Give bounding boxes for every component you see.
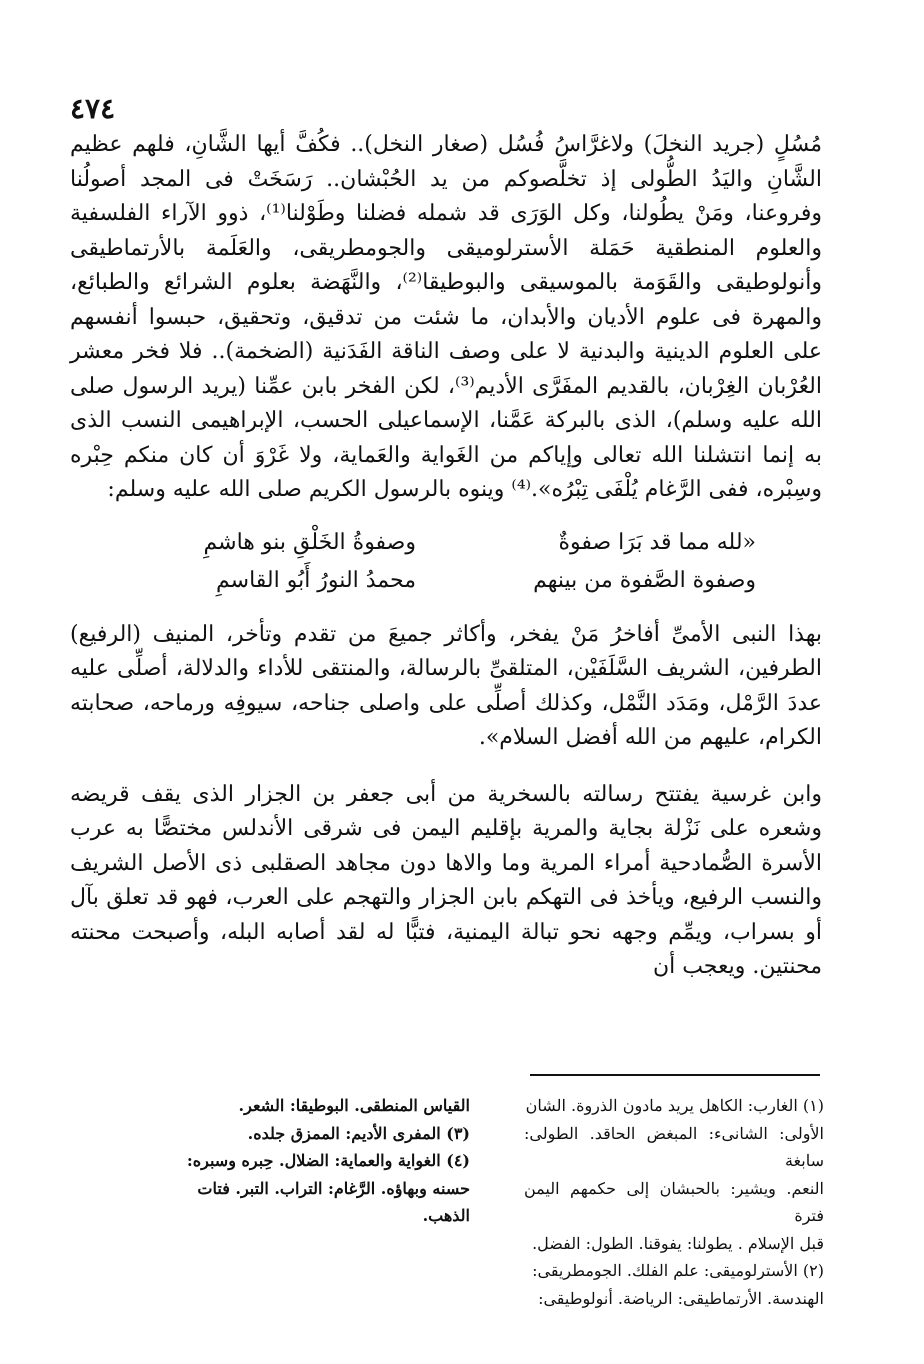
footnotes xyxy=(168,1092,824,1312)
footnote-line: (١) الغارب: الكاهل يريد مادون الذروة. الشان xyxy=(525,1096,824,1115)
footnote-line: (٣) المفرى الأديم: الممزق جلده. xyxy=(247,1123,470,1143)
footnote-line: القياس المنطقى. البوطيقا: الشعر. xyxy=(238,1096,470,1115)
poem-line-2 xyxy=(70,562,822,600)
footnote-line: (٤) الغواية والعماية: الضلال. حِبره وسبره: xyxy=(186,1151,470,1170)
poem xyxy=(70,524,822,600)
page-number: ٤٧٤ xyxy=(70,92,116,125)
poem-line-1 xyxy=(70,524,822,562)
footnote-line: النعم. ويشير: بالحبشان إلى حكمهم اليمن فترة xyxy=(524,1178,824,1225)
footnote-line: (٢) الأسترلوميقى: علم الفلك. الجومطريقى: xyxy=(532,1261,824,1280)
footnotes-column-left xyxy=(170,1092,470,1312)
footnote-line: الهندسة. الأرتماطيقى: الرياضة. أنولوطيقى: xyxy=(538,1288,824,1308)
footnote-line: حسنه وبهاؤه. الرَّغام: التراب. التبر. فتات xyxy=(197,1178,470,1198)
book-page xyxy=(70,90,822,985)
poem-hemistich: وصفوةُ الخَلْقِ بنو هاشمِ xyxy=(203,529,416,555)
footnote-line: قبل الإسلام . يطولنا: يفوقنا. الطول: الفضل. xyxy=(532,1233,824,1253)
footnote-line: الأولى: الشانىء: المبغض الحاقد. الطولى: سابغة xyxy=(524,1123,824,1170)
paragraph-3: وابن غرسية يفتتح رسالته بالسخرية من أبى جعفر بن الجزار الذى يقف قريضه وشعره على نَزْلة بجاية والمرية بإقليم اليمن فى شرقى الأندلس مختصًّا به عرب الأسرة الصُّمادحية أمراء المرية وما والاها دون مجاهد الصقلبى ذى الأصل الشريف والنسب الرفيع، ويأخذ فى التهكم بابن الجزار والتهجم على العرب، فهو قد تعلق بآل أو بسراب، ويمِّم وجهه نحو تبالة اليمنية، فتبًّا له لقد أصابه البله، وأصبحت محنته محنتين. ويعجب أن xyxy=(70,781,822,979)
poem-hemistich: وصفوة الصَّفوة من بينهم xyxy=(533,567,756,593)
footnote-divider xyxy=(530,1074,820,1076)
poem-hemistich: «لله مما قد بَرَا صفوةٌ xyxy=(558,529,756,555)
paragraph-1: مُسُلٍ (جريد النخلَ) ولاغرَّاسُ فُسُل (صغار النخل).. فكُفَّ أيها الشَّانِ، فلهم عظيم الشَّانِ واليَدُ الطُّولى إذ تخلَّصوكم من يد الحُبْشان.. رَسَخَتْ فى المجد أصولُنا وفروعنا، ومَنْ يطُولنا، وكل الوَرَى قد شمله فضلنا وطَوْلنا⁽¹⁾، ذوو الآراء الفلسفية والعلوم المنطقية حَمَلة الأسترلوميقى والجومطريقى، والعَلَمة بالأرتماطيقى وأنولوطيقى والقَوَمة بالموسيقى والبوطيقا⁽²⁾، والنَّهَضة بعلوم الشرائع والطبائع، والمهرة فى علوم الأديان والأبدان، ما شئت من تدقيق، وتحقيق، حبسوا أنفسهم على العلوم الدينية والبدنية لا على وصف الناقة الفَدَنية (الضخمة).. فلا فخر معشر العُرْبان الغِرْبان، بالقديم المفَرَّى الأديم⁽³⁾، لكن الفخر بابن عمِّنا (يريد الرسول صلى الله عليه وسلم)، الذى بالبركة عَمَّنا، الإسماعيلى الحسب، الإبراهيمى النسب الذى به إنما انتشلنا الله تعالى وإياكم من الغَواية والعَماية، ولا غَرْوَ أن كان منكم حِبْره وسِبْره، ففى الرَّغام يُلْفَى تِبْرُه».⁽⁴⁾ وينوه بالرسول الكريم صلى الله عليه وسلم: xyxy=(70,132,823,502)
footnotes-column-right xyxy=(524,1092,824,1312)
poem-hemistich: محمدُ النورُ أَبُو القاسمِ xyxy=(216,567,416,593)
paragraph-2: بهذا النبى الأمىِّ أفاخرُ مَنْ يفخر، وأكاثر جميعَ من تقدم وتأخر، المنيف (الرفيع) الطرفين، الشريف السَّلَفَيْن، المتلقىِّ بالرسالة، والمنتقى للأداء والدلالة، أصلِّى عليه عددَ الرَّمْل، ومَدَد النَّمْل، وكذلك أصلِّى على واصلى جناحه، سيوفِه ورماحه، صحابته الكرام، عليهم من الله أفضل السلام». xyxy=(70,621,822,750)
footnote-line: الذهب. xyxy=(422,1206,470,1225)
